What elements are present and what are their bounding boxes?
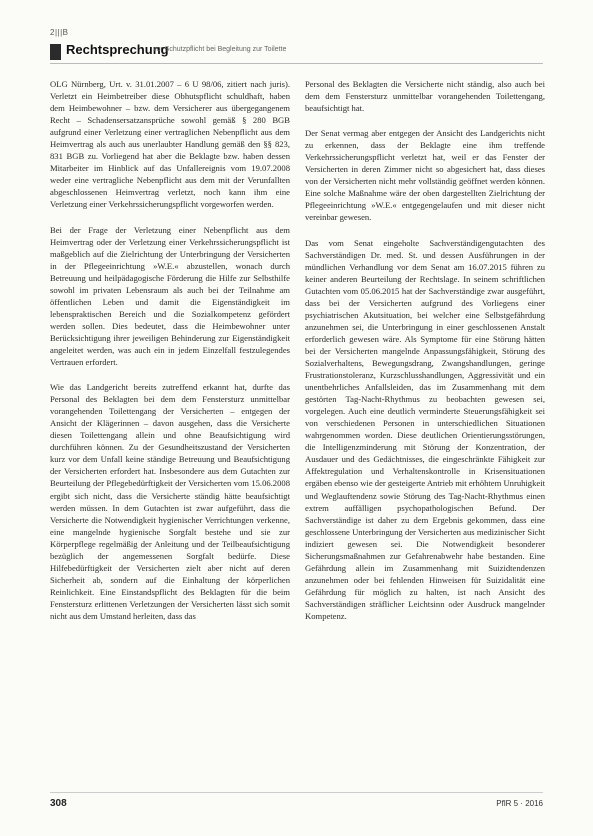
paragraph: Personal des Beklagten die Versicherte nicht ständig, also auch bei dem dem Fenstersturz unmittelbar vorangehenden Toilettengang, beaufsichtigt hat. xyxy=(305,79,545,114)
section-title: Rechtsprechung xyxy=(66,42,169,57)
section-subtitle: zur Schutzpflicht bei Begleitung zur Toilette xyxy=(153,46,287,53)
journal-reference: PflR 5 · 2016 xyxy=(496,799,543,808)
paragraph: Der Senat vermag aber entgegen der Ansicht des Landgerichts nicht zu erkennen, dass der Beklagte eine ihm treffende Verkehrssicherungspflicht verletzt hat, weil er das Fenster der Versicherten in deren Zimmer nicht so abgesichert hat, dass dieses von der Versicherten nicht mehr vollständig geöffnet werden können. Eine solche Maßnahme wäre der oben dargestellten Zielrichtung der Pflegeeinrichtung »W.E.« entgegengelaufen und mit dieser nicht vereinbar gewesen. xyxy=(305,128,545,223)
paragraph: OLG Nürnberg, Urt. v. 31.01.2007 – 6 U 98/06, zitiert nach juris). Verletzt ein Heimbetreiber diese Obhutspflicht schuldhaft, haben dem Heimbewohner – bzw. dem Versicherer aus übergegangenem Recht – Schadensersatzansprüche sowohl gemäß § 280 BGB aufgrund einer Verletzung einer vertraglichen Nebenpflicht aus dem Heimvertrag als auch aus unerlaubter Handlung gemäß den §§ 823, 831 BGB zu. Vorliegend hat aber die Beklagte bzw. haben dessen Mitarbeiter im Hinblick auf das Unfallereignis vom 19.07.2008 weder eine vertragliche Nebenpflicht aus dem mit der Verunfallten abgeschlossenen Heimvertrag verletzt, noch kann ihm eine Verletzung einer Verkehrssicherungspflicht vorgeworfen werden. xyxy=(50,79,290,210)
section-code: 2|||B xyxy=(50,28,69,37)
paragraph: Wie das Landgericht bereits zutreffend erkannt hat, durfte das Personal des Beklagten bei dem dem Fenstersturz unmittelbar vorangehenden Toilettengang der Versicherten – entgegen der Ansicht der Klägerinnen – davon ausgehen, dass die Versicherte diesen Toilettengang allein und ohne Beaufsichtigung wird durchführen können. Zu der Gesundheitszustand der Versicherten kurz vor dem Unfall keine ständige Betreuung und Beaufsichtigung der Versicherten erfordert hat. Insbesondere aus dem Gutachten zur Beurteilung der Pflegebedürftigkeit der Versicherten vom 15.06.2008 ergibt sich nicht, dass die Versicherte ständig hätte beaufsichtigt werden müssen. In dem Gutachten ist zwar aufgeführt, dass die Versicherte die Notwendigkeit hygienischer Verrichtungen verkenne, eine mangelnde hygienische Sorgfalt bestehe und sie zur Körperpflege regelmäßig der Anleitung und der Teilbeaufsichtigung bezüglich der angemessenen Sorgfalt bedürfe. Diese Hilfebedürftigkeit der Versicherten zielt aber nicht auf deren Sicherheit ab, sondern auf die Einhaltung der körperlichen Reinlichkeit. Eine Einstandspflicht des Beklagten für die beim Fenstersturz erlittenen Verletzungen der Versicherten lässt sich somit nicht aus dem Umstand herleiten, dass das xyxy=(50,382,290,621)
footer-divider xyxy=(50,792,543,793)
page-number: 308 xyxy=(50,798,67,809)
right-column xyxy=(305,78,545,622)
header-divider xyxy=(50,63,543,64)
left-column xyxy=(50,78,290,622)
paragraph: Das vom Senat eingeholte Sachverständigengutachten des Sachverständigen Dr. med. St. und dessen Ausführungen in der mündlichen Verhandlung vor dem Senat am 16.07.2015 führen zu keiner anderen Beurteilung der Rechtslage. In seinem schriftlichen Gutachten vom 05.06.2015 hat der Sachverständige zwar ausgeführt, dass bei der Versicherten aufgrund des Vorliegens einer psychiatrischen Akutsituation, bei welcher eine Selbstgefährdung anzunehmen sei, die Unterbringung in einer geschlossenen Anstalt erforderlich gewesen wäre. Als Symptome für eine Störung hätten bei der Versicherten mangelnde Anpassungsfähigkeit, Störung des Sozialverhaltens, Bewegungsdrang, Zwangshandlungen, geringe Frustrationstoleranz, Kurzschlusshandlungen, Aggressivität und ein unentbehrliches Anfallsleiden, das im Zusammenhang mit dem gestörten Tag-Nacht-Rhythmus zu beobachten gewesen sei, vorgelegen. Auch eine deutlich verminderte Steuerungsfähigkeit sei von verschiedenen Personen in unterschiedlichen Situationen wahrgenommen worden. Diese deutlichen Orientierungsstörungen, die Intelligenzminderung mit Störung der Konzentration, der Ausdauer und des Gedächtnisses, die eingeschränkte Fähigkeit zur Affektregulation und Verhaltenskontrolle in Krisensituationen ergäben ebenso wie der gesteigerte Antrieb mit erhöhtem Unruhigkeit und Weglauftendenz sowie Störung des Tag-Nacht-Rhythmus einen extrem auffälligen psychopathologischen Befund. Der Sachverständige ist daher zu dem Ergebnis gekommen, dass eine geschlossene Unterbringung der Versicherten aus medizinischer Sicht indiziert gewesen sei. Die Notwendigkeit besonderer Sicherungsmaßnahmen zur Gefahrenabwehr habe bestanden. Eine Gefährdung allein im Zusammenhang mit Suizidtendenzen anzunehmen oder bei fehlenden Hinweisen für Suizidalität eine Gefährdung für möglich zu halten, ist nach Ansicht des Sachverständigen sträflicher Leichtsinn oder Ausdruck mangelnder Kompetenz. xyxy=(305,237,545,621)
paragraph: Bei der Frage der Verletzung einer Nebenpflicht aus dem Heimvertrag oder der Verletzung einer Verkehrssicherungspflicht ist maßgeblich auf die Zielrichtung der Unterbringung der Versicherten in der Pflegeeinrichtung »W.E.« abzustellen, wonach durch Betreuung und heilpädagogische Förderung die Hilfe zur Selbsthilfe sowohl im privaten Lebensraum als auch bei der Teilnahme am öffentlichen Leben und damit die Eigenständigkeit im lebenspraktischen Bereich und die Sozialkompetenz gefördert werden sollen. Dies bedeutet, dass die Heimbewohner unter Berücksichtigung ihrer jeweiligen Behinderung zur Eigenständigkeit angeleitet werden, was auch ein in jedem Einzelfall festzulegendes Vertrauen erfordert. xyxy=(50,224,290,368)
header-bar-mark xyxy=(50,44,61,60)
